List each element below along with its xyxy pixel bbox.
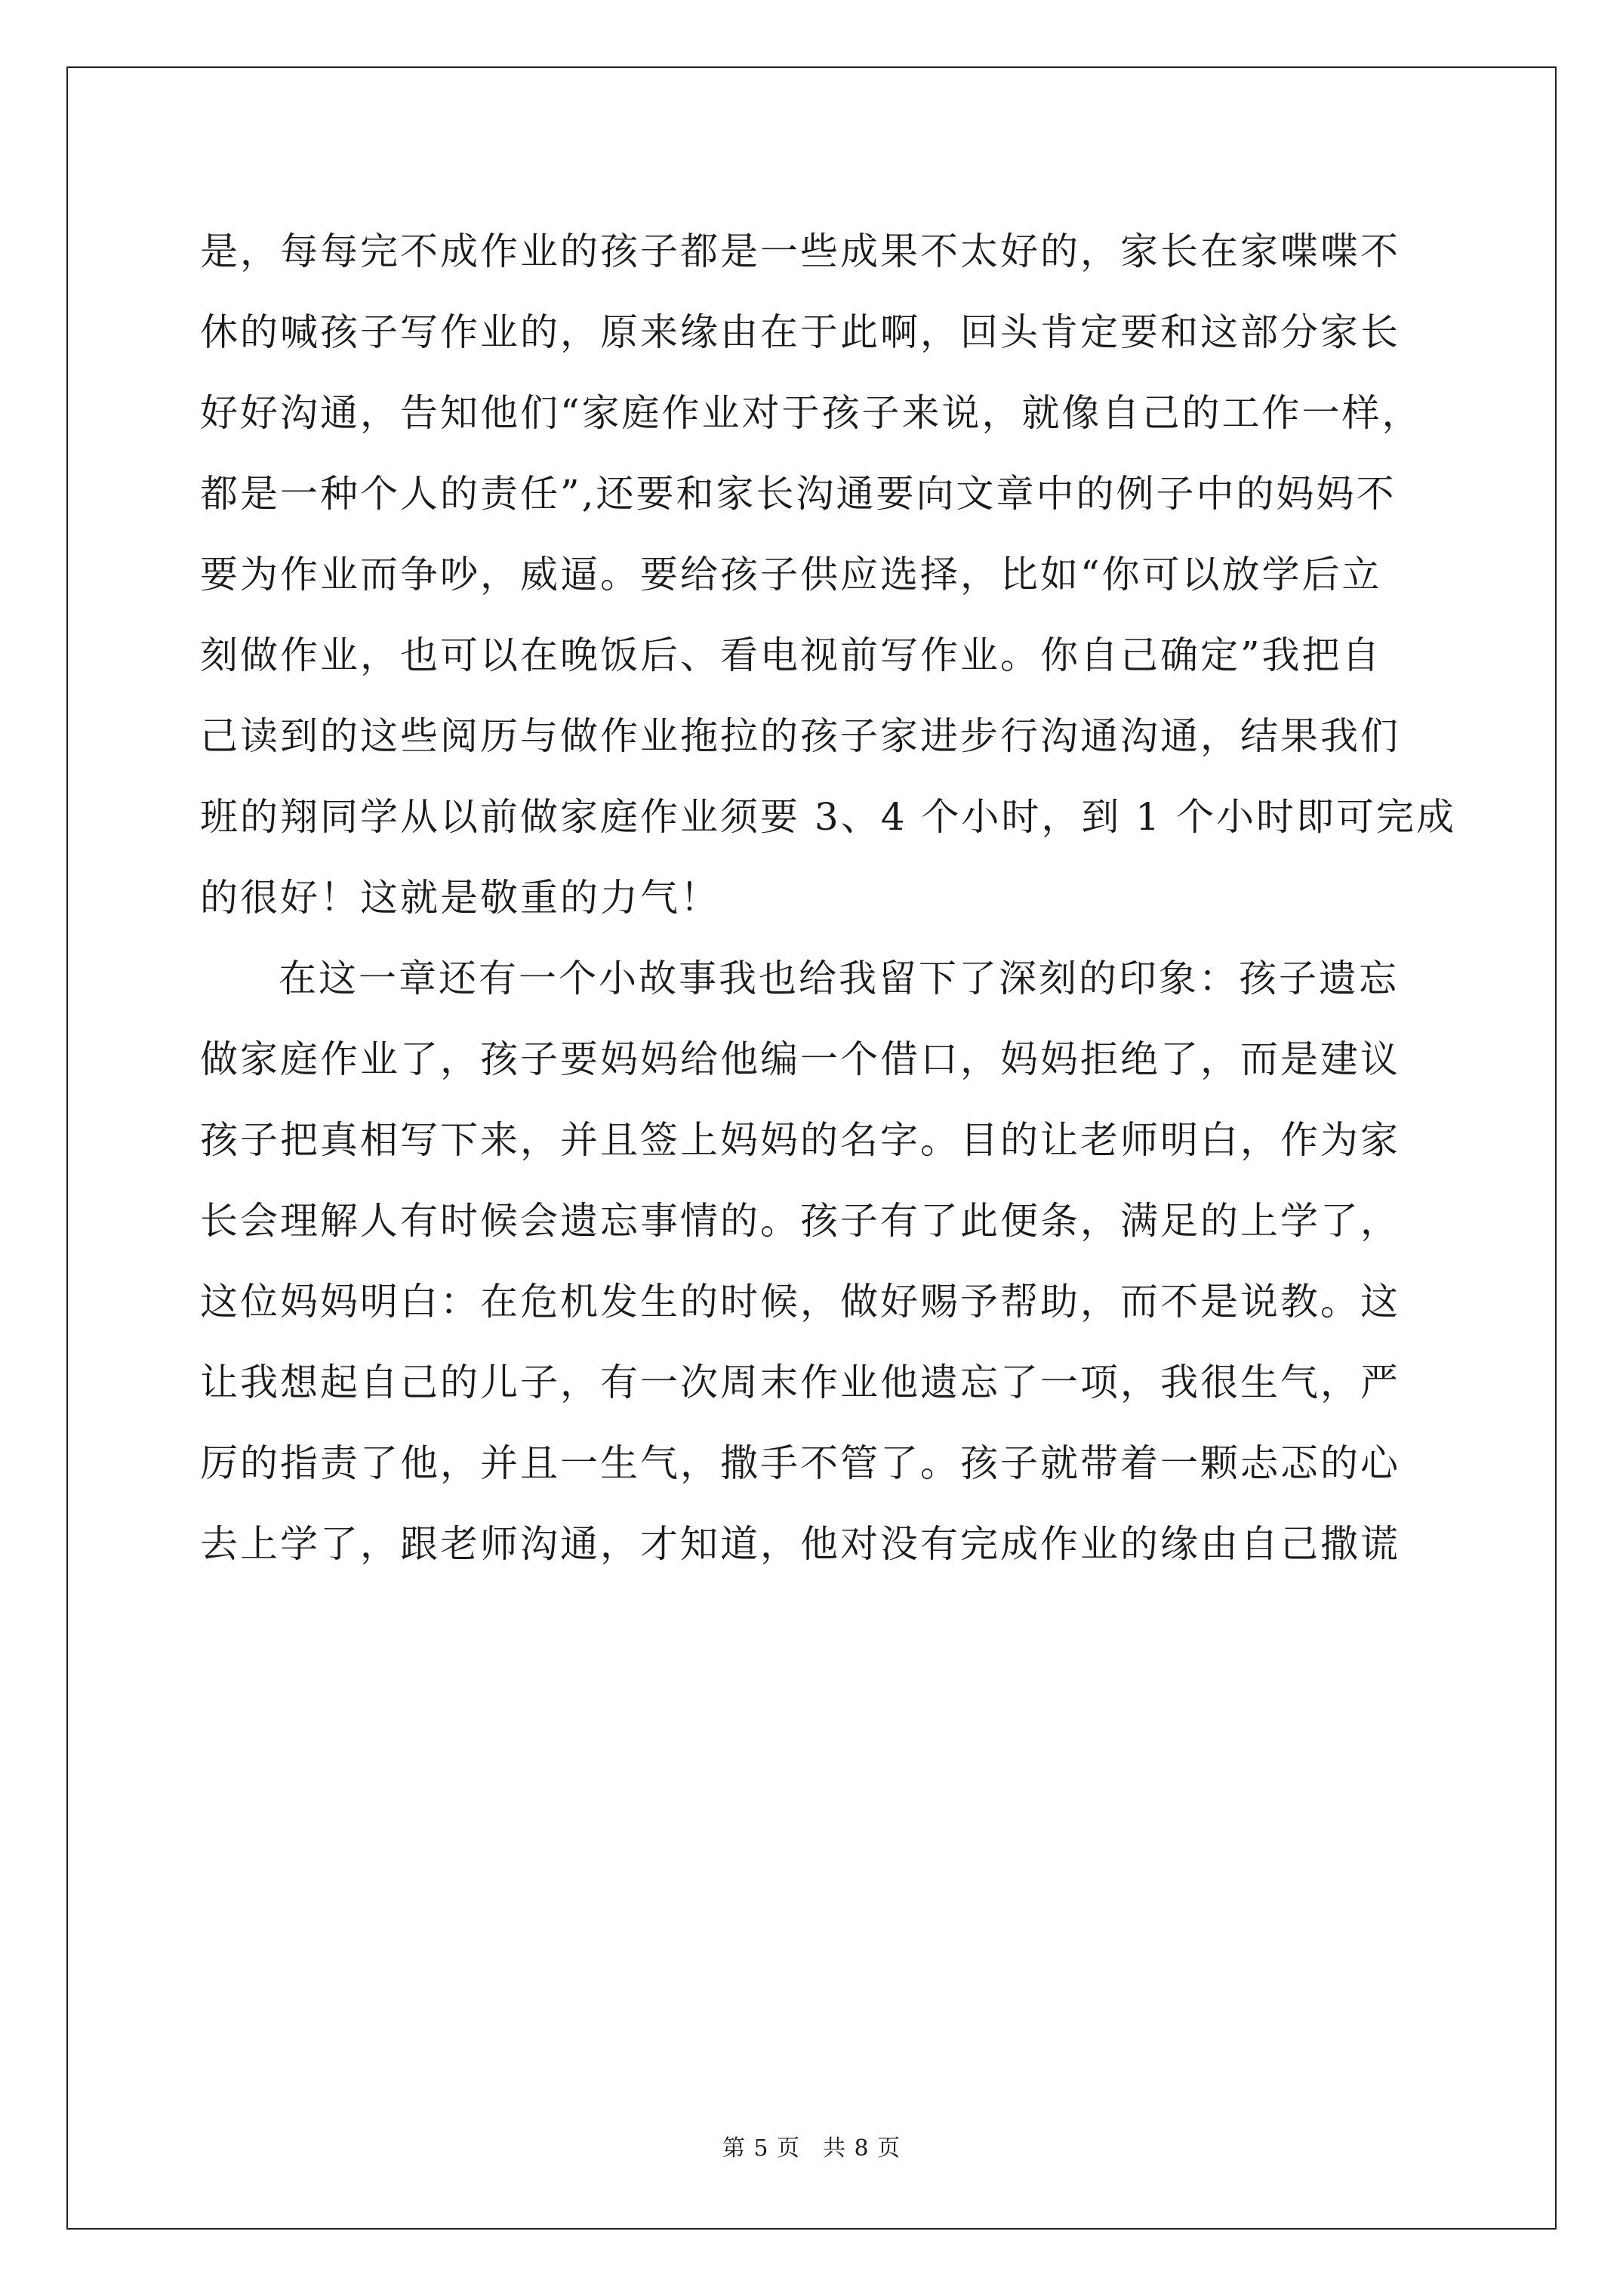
page-number-total: 共 8 页	[823, 2135, 901, 2162]
paragraph-line: 厉的指责了他，并且一生气，撒手不管了。孩子就带着一颗忐忑的心	[200, 1441, 1400, 1485]
document-body	[200, 211, 1457, 1585]
paragraph-line: 要为作业而争吵，威逼。要给孩子供应选择，比如“你可以放学后立	[200, 553, 1382, 596]
paragraph-line: 休的喊孩子写作业的，原来缘由在于此啊，回头肯定要和这部分家长	[200, 310, 1400, 354]
paragraph-line: 的很好！这就是敬重的力气！	[200, 876, 720, 920]
paragraph-line: 己读到的这些阅历与做作业拖拉的孩子家进步行沟通沟通，结果我们	[200, 714, 1400, 758]
paragraph-line: 孩子把真相写下来，并且签上妈妈的名字。目的让老师明白，作为家	[200, 1118, 1400, 1162]
paragraph-line: 好好沟通，告知他们“家庭作业对于孩子来说，就像自己的工作一样，	[200, 391, 1422, 435]
paragraph-line: 长会理解人有时候会遗忘事情的。孩子有了此便条，满足的上学了，	[200, 1199, 1400, 1243]
paragraph-line-indented: 在这一章还有一个小故事我也给我留下了深刻的印象：孩子遗忘	[279, 957, 1399, 1000]
page-footer	[0, 2129, 1623, 2162]
paragraph-line: 班的翔同学从以前做家庭作业须要 3、4 个小时，到 1 个小时即可完成	[200, 795, 1457, 839]
paragraph-line: 去上学了，跟老师沟通，才知道，他对没有完成作业的缘由自己撒谎	[200, 1522, 1400, 1566]
paragraph-line: 做家庭作业了，孩子要妈妈给他编一个借口，妈妈拒绝了，而是建议	[200, 1037, 1400, 1081]
paragraph-line: 让我想起自己的儿子，有一次周末作业他遗忘了一项，我很生气，严	[200, 1361, 1400, 1404]
paragraph-line: 刻做作业，也可以在晚饭后、看电视前写作业。你自己确定”我把自	[200, 633, 1382, 677]
paragraph-line: 这位妈妈明白：在危机发生的时候，做好赐予帮助，而不是说教。这	[200, 1280, 1400, 1324]
page-number-current: 第 5 页	[722, 2135, 800, 2162]
paragraph-line: 是，每每完不成作业的孩子都是一些成果不太好的，家长在家喋喋不	[200, 230, 1400, 273]
paragraph-line: 都是一种个人的责任”,还要和家长沟通要向文章中的例子中的妈妈不	[200, 472, 1397, 516]
